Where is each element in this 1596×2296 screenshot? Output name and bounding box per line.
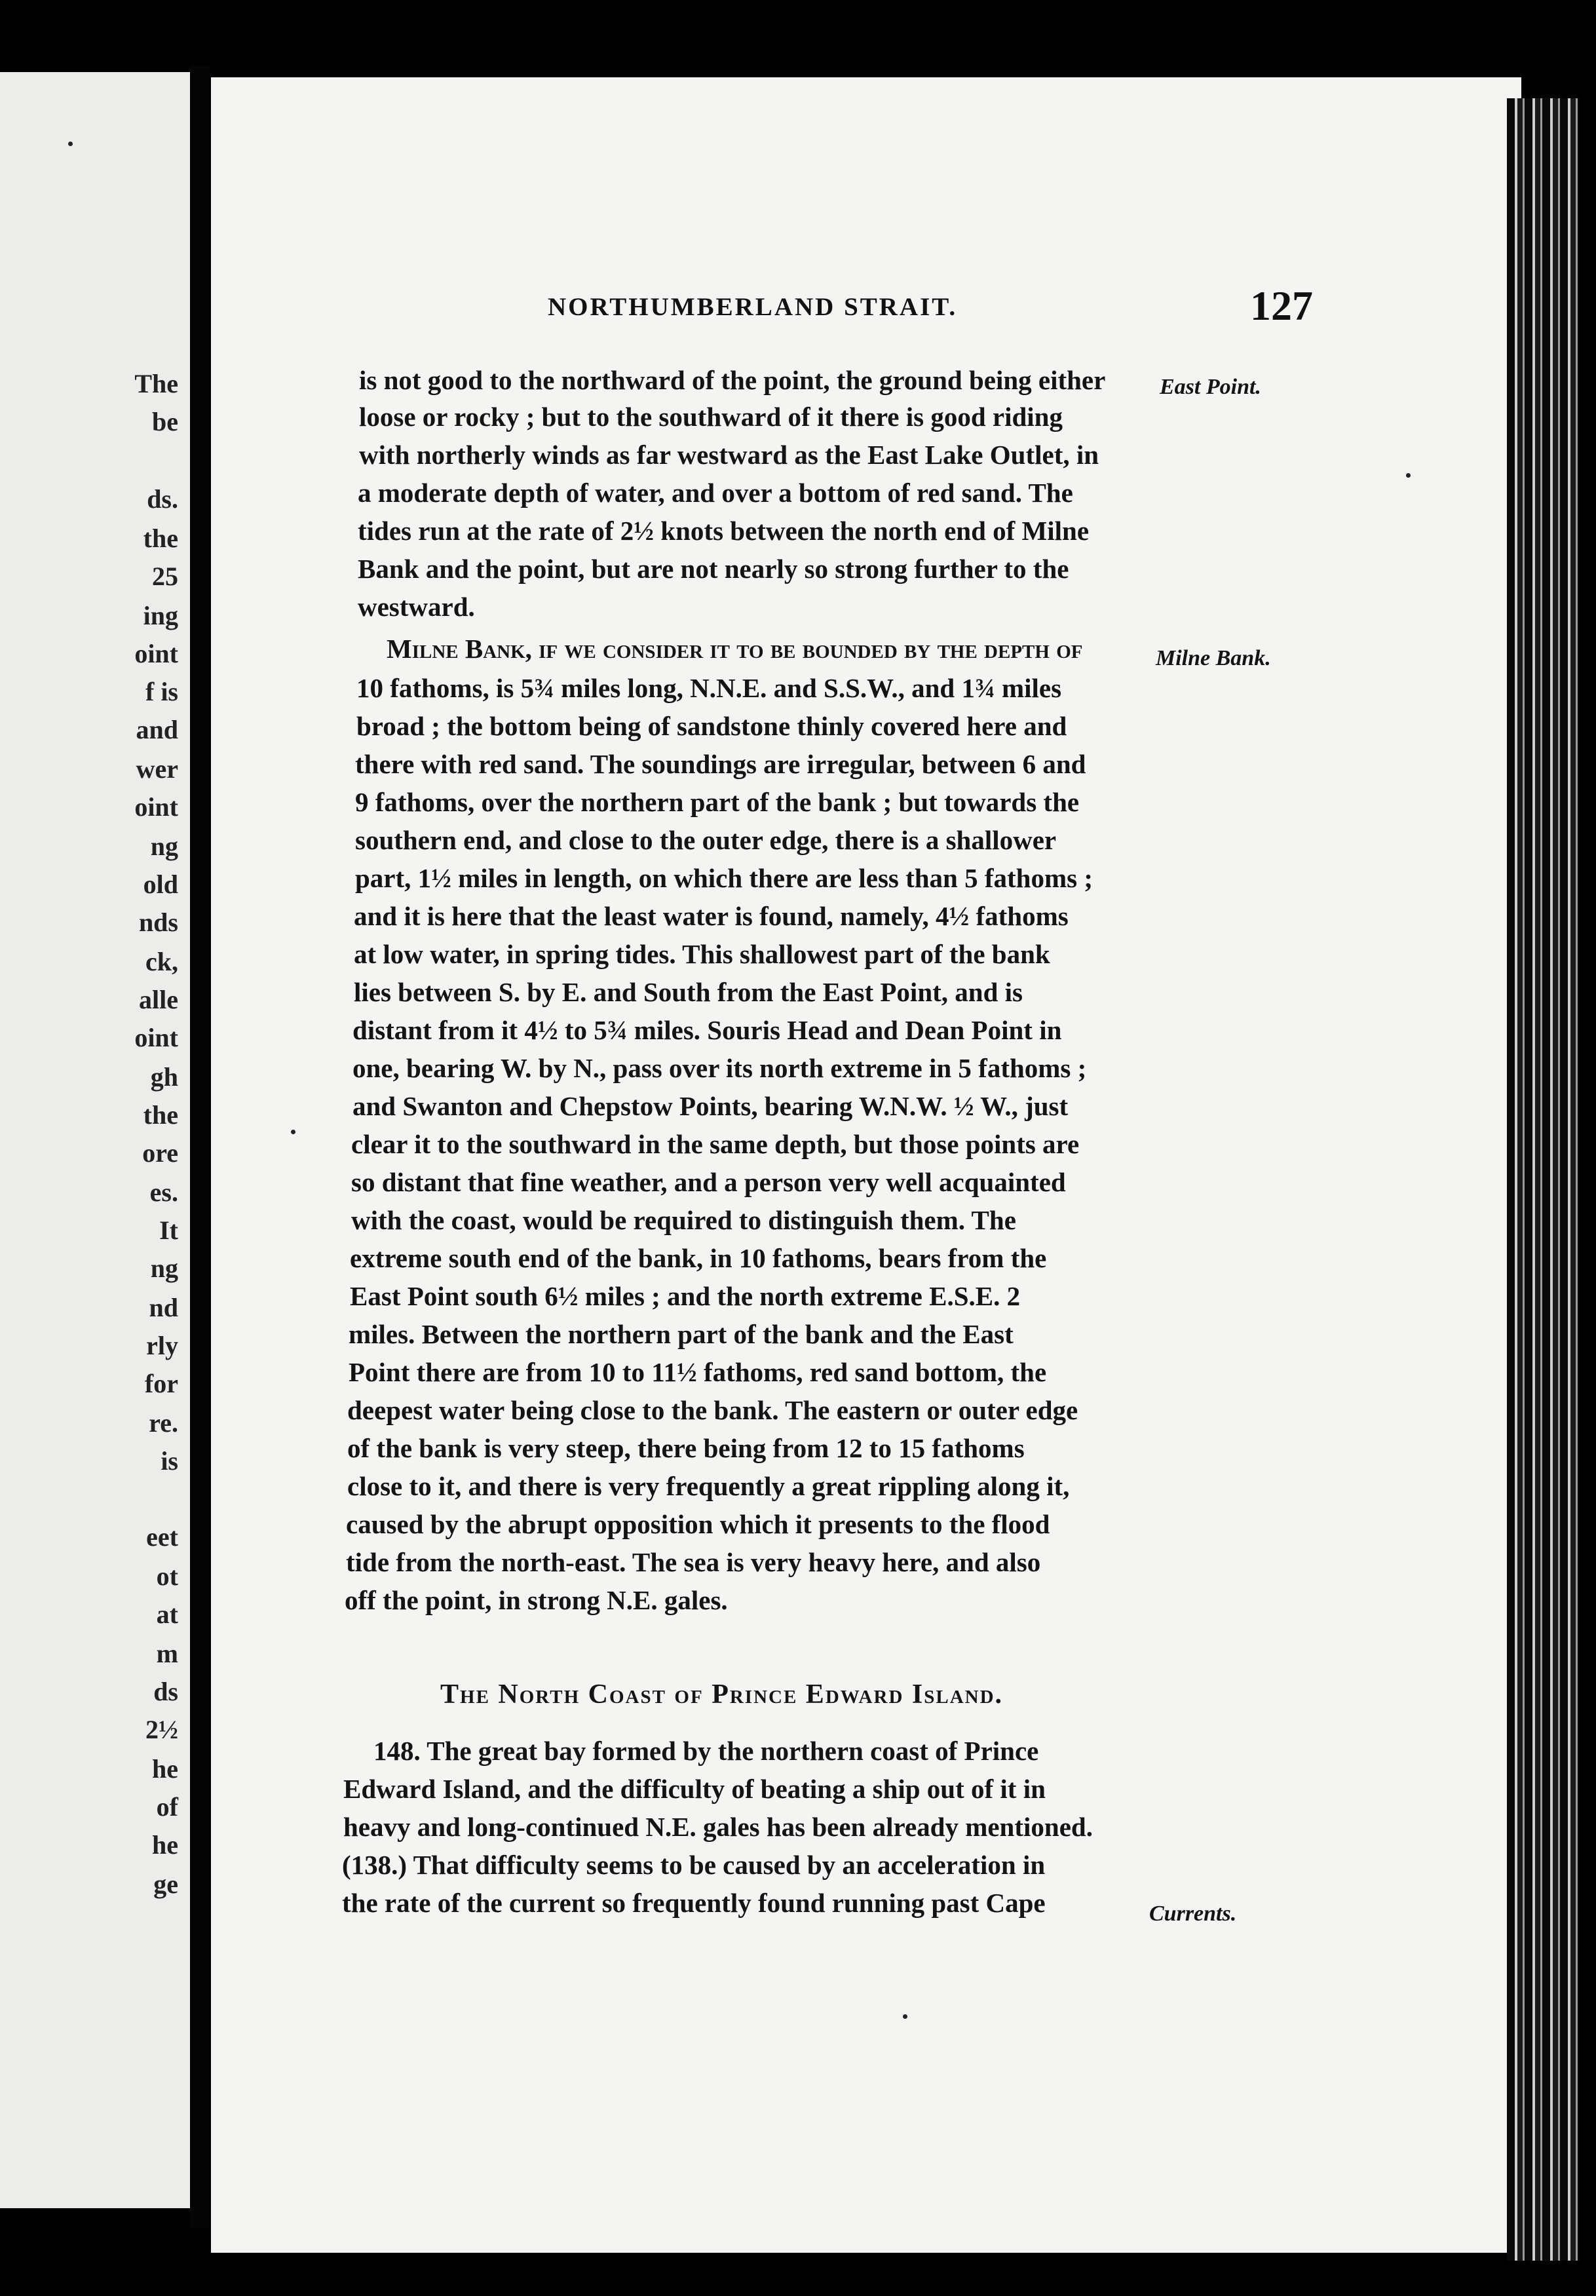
- left-fragment: 25: [152, 562, 178, 591]
- sidenote-east-point: East Point.: [1160, 375, 1261, 399]
- left-fragment: he: [152, 1830, 178, 1860]
- left-fragment: ot: [156, 1561, 178, 1591]
- left-fragment: old: [143, 870, 178, 899]
- page-edges: [1507, 98, 1579, 2261]
- left-fragment: nd: [149, 1293, 178, 1322]
- text-line: lies between S. by E. and South from the East Point, and is: [354, 977, 1023, 1007]
- text-line: heavy and long-continued N.E. gales has been already mentioned.: [343, 1812, 1093, 1842]
- left-fragment: be: [152, 407, 178, 436]
- left-fragment: at: [156, 1599, 178, 1629]
- text-line: of the bank is very steep, there being from 12 to 15 fathoms: [347, 1433, 1025, 1463]
- left-fragment: wer: [136, 754, 178, 784]
- left-page: [0, 72, 190, 2208]
- page-number: 127: [1250, 282, 1313, 329]
- text-line: part, 1½ miles in length, on which there are less than 5 fathoms ;: [355, 863, 1093, 893]
- left-fragment: nds: [138, 908, 178, 937]
- left-fragment: he: [152, 1754, 178, 1784]
- text-line: the rate of the current so frequently found running past Cape: [342, 1888, 1046, 1918]
- text-line: southern end, and close to the outer edge, there is a shallower: [355, 825, 1057, 855]
- left-fragment: for: [144, 1369, 178, 1398]
- text-line: loose or rocky ; but to the southward of it there is good riding: [359, 402, 1063, 432]
- left-fragment: ore: [142, 1138, 178, 1168]
- ink-speck: [903, 2014, 907, 2019]
- left-fragment: It: [159, 1215, 178, 1245]
- sidenote-currents: Currents.: [1149, 1902, 1237, 1926]
- text-line: Point there are from 10 to 11½ fathoms, red sand bottom, the: [349, 1357, 1047, 1387]
- text-line: (138.) That difficulty seems to be caused by an acceleration in: [342, 1850, 1046, 1880]
- text-line: with the coast, would be required to distinguish them. The: [351, 1205, 1016, 1235]
- left-fragment: ng: [150, 1253, 178, 1283]
- text-line: distant from it 4½ to 5¾ miles. Souris Head and Dean Point in: [352, 1015, 1062, 1045]
- left-fragment: The: [134, 369, 178, 398]
- ink-speck: [1406, 473, 1411, 478]
- text-line: Edward Island, and the difficulty of beating a ship out of it in: [343, 1774, 1046, 1804]
- left-fragment: alle: [139, 985, 178, 1014]
- text-line: is not good to the northward of the point, the ground being either: [359, 365, 1106, 395]
- left-fragment: rly: [146, 1331, 178, 1360]
- left-fragment: m: [156, 1639, 178, 1668]
- left-fragment: is: [161, 1446, 178, 1476]
- left-fragment: oint: [134, 639, 178, 668]
- text-line: clear it to the southward in the same depth, but those points are: [351, 1129, 1080, 1159]
- text-line: at low water, in spring tides. This shallowest part of the bank: [354, 939, 1050, 969]
- left-fragment: gh: [150, 1062, 178, 1092]
- text-line: and Swanton and Chepstow Points, bearing W.N.W. ½ W., just: [352, 1091, 1069, 1121]
- left-fragment: 2½: [145, 1715, 178, 1744]
- text-line: Milne Bank, if we consider it to be bounded by the depth of: [387, 634, 1083, 664]
- left-fragment: es.: [149, 1177, 178, 1207]
- text-line: westward.: [358, 592, 475, 622]
- text-line: deepest water being close to the bank. The eastern or outer edge: [347, 1395, 1078, 1425]
- text-line: with northerly winds as far westward as the East Lake Outlet, in: [359, 440, 1099, 470]
- left-fragment: ng: [150, 832, 178, 861]
- left-fragment: oint: [134, 792, 178, 822]
- text-line: caused by the abrupt opposition which it presents to the flood: [346, 1509, 1050, 1539]
- left-fragment: ds: [153, 1677, 178, 1706]
- text-line: tides run at the rate of 2½ knots between the north end of Milne: [358, 516, 1090, 546]
- sidenote-milne-bank: Milne Bank.: [1156, 646, 1271, 670]
- left-fragment: ck,: [145, 947, 178, 976]
- text-line: East Point south 6½ miles ; and the north extreme E.S.E. 2: [350, 1281, 1021, 1311]
- left-fragment: f is: [145, 677, 178, 706]
- text-line: 148. The great bay formed by the northern coast of Prince: [373, 1736, 1039, 1766]
- text-line: a moderate depth of water, and over a bottom of red sand. The: [358, 478, 1073, 508]
- left-fragment: re.: [149, 1408, 178, 1438]
- text-line: extreme south end of the bank, in 10 fathoms, bears from the: [350, 1243, 1047, 1273]
- left-fragment: ge: [153, 1869, 178, 1899]
- left-fragment: the: [143, 524, 178, 553]
- ink-speck: [68, 142, 73, 146]
- text-line: Bank and the point, but are not nearly so strong further to the: [358, 554, 1069, 584]
- text-line: off the point, in strong N.E. gales.: [345, 1585, 728, 1615]
- text-line: close to it, and there is very frequently a great rippling along it,: [347, 1471, 1070, 1501]
- text-line: and it is here that the least water is found, namely, 4½ fathoms: [354, 901, 1069, 931]
- book-gutter: [190, 66, 210, 2228]
- text-line: so distant that fine weather, and a person very well acquainted: [351, 1167, 1066, 1197]
- left-fragment: of: [156, 1792, 178, 1822]
- text-line: there with red sand. The soundings are irregular, between 6 and: [355, 749, 1086, 779]
- left-fragment: oint: [134, 1023, 178, 1052]
- left-fragment: ing: [143, 601, 178, 630]
- left-fragment: and: [136, 715, 178, 744]
- text-line: 10 fathoms, is 5¾ miles long, N.N.E. and S.S.W., and 1¾ miles: [356, 673, 1062, 703]
- section-heading: The North Coast of Prince Edward Island.: [440, 1679, 1004, 1710]
- left-fragment: eet: [146, 1522, 178, 1552]
- text-line: tide from the north-east. The sea is very heavy here, and also: [346, 1547, 1041, 1577]
- ink-speck: [291, 1130, 295, 1134]
- text-line: 9 fathoms, over the northern part of the bank ; but towards the: [355, 787, 1080, 817]
- running-header: NORTHUMBERLAND STRAIT.: [548, 293, 958, 321]
- left-fragment: ds.: [147, 484, 178, 514]
- left-fragment: the: [143, 1100, 178, 1130]
- text-line: one, bearing W. by N., pass over its north extreme in 5 fathoms ;: [352, 1053, 1087, 1083]
- text-line: miles. Between the northern part of the bank and the East: [349, 1319, 1014, 1349]
- text-line: broad ; the bottom being of sandstone thinly covered here and: [356, 711, 1067, 741]
